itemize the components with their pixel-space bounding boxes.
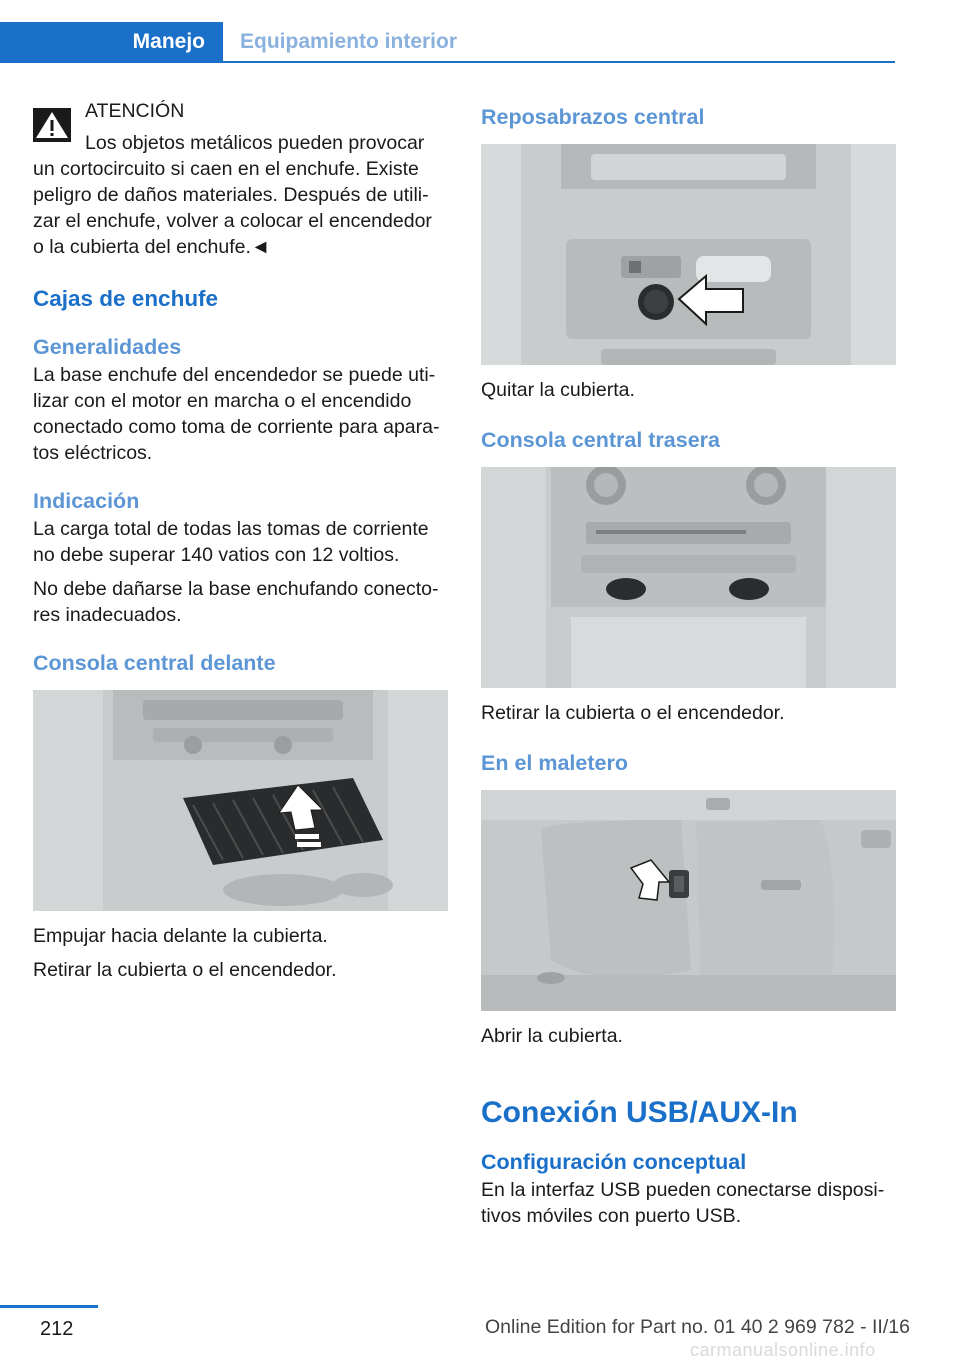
page-number: 212 xyxy=(40,1318,74,1340)
concept-text: En la interfaz USB pueden conectarse disposi‐tivos móviles con puerto USB. xyxy=(481,1179,885,1227)
page-header xyxy=(0,0,960,64)
watermark: carmanualsonline.info xyxy=(690,1340,876,1360)
edition-note: Online Edition for Part no. 01 40 2 969 782 - II/16 xyxy=(485,1316,910,1338)
heading-indicacion: Indicación xyxy=(33,489,140,513)
heading-cajas-de-enchufe: Cajas de enchufe xyxy=(33,286,219,311)
tab-equipamiento-interior[interactable]: Equipamiento interior xyxy=(240,30,458,53)
armrest-image xyxy=(481,144,896,365)
heading-conexion-usb-aux-in: Conexión USB/AUX-In xyxy=(481,1096,798,1129)
general-text: La base enchufe del encendedor se puede uti‐lizar con el motor en marcha o el encendido conectado como toma de corriente para apara‐tos eléctricos. xyxy=(33,364,440,464)
heading-en-el-maletero: En el maletero xyxy=(481,751,628,775)
trunk-image xyxy=(481,790,896,1011)
warning-block xyxy=(33,98,448,260)
note-text-2: No debe dañarse la base enchufando conecto‐res inadecuados. xyxy=(33,578,439,626)
armrest-caption: Quitar la cubierta. xyxy=(481,379,635,401)
front-caption-1: Empujar hacia delante la cubierta. xyxy=(33,925,328,947)
heading-reposabrazos-central: Reposabrazos central xyxy=(481,105,705,129)
left-column xyxy=(33,98,448,983)
footer-divider xyxy=(0,1305,98,1308)
heading-generalidades: Generalidades xyxy=(33,335,182,359)
warning-title: ATENCIÓN xyxy=(85,100,185,122)
right-column xyxy=(481,98,896,1229)
rear-console-image xyxy=(481,467,896,688)
heading-consola-central-trasera: Consola central trasera xyxy=(481,428,720,452)
header-divider xyxy=(0,61,895,63)
heading-consola-central-delante: Consola central delante xyxy=(33,651,276,675)
warning-icon xyxy=(33,108,71,142)
note-text-1: La carga total de todas las tomas de corriente no debe superar 140 vatios con 12 voltios. xyxy=(33,518,429,566)
heading-configuracion-conceptual: Configuración conceptual xyxy=(481,1150,747,1174)
front-caption-2: Retirar la cubierta o el encendedor. xyxy=(33,959,337,981)
tab-manejo[interactable]: Manejo xyxy=(0,22,223,62)
warning-text: Los objetos metálicos pueden provocar un cortocircuito si caen en el enchufe. Existe peligro de daños materiales. Después de utili‐zar el enchufe, volver a colocar el encendedor o la cubierta del enchufe.◄ xyxy=(33,132,432,258)
front-console-image xyxy=(33,690,448,911)
trunk-caption: Abrir la cubierta. xyxy=(481,1025,623,1047)
rear-caption: Retirar la cubierta o el encendedor. xyxy=(481,702,785,724)
